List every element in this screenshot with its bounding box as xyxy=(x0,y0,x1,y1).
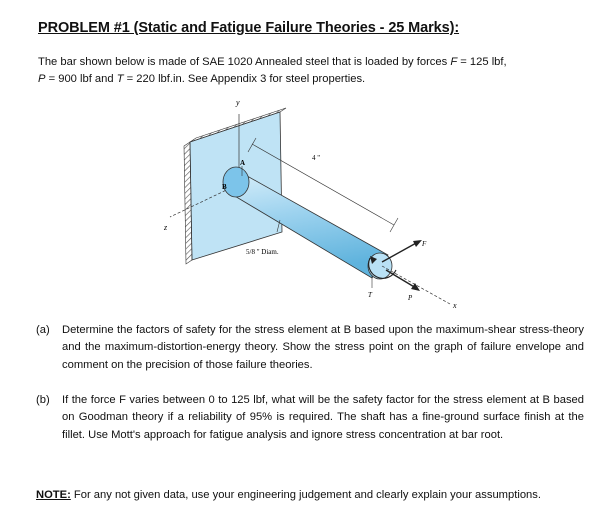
intro-text-2: = 125 lbf, xyxy=(457,56,507,68)
intro-text-3: = 900 lbf and xyxy=(45,73,117,85)
part-b-text: If the force F varies between 0 to 125 lbf, what will be the safety factor for the stress element at B based on Goodman theory if a reliability of 95% is required. The shaft has a fine-ground surface finish at the fillet. Use Mott's approach for fatigue analysis and ignore stress concentration at bar root. xyxy=(62,394,584,441)
part-b-label: (b) xyxy=(36,394,50,406)
note-text: For any not given data, use your engineering judgement and clearly explain your assumptions. xyxy=(70,489,541,501)
force-f-label: F xyxy=(422,240,427,248)
note-label: NOTE: xyxy=(36,489,71,501)
length-label: 4 " xyxy=(312,154,321,162)
part-a-text: Determine the factors of safety for the stress element at B based upon the maximum-shear stress-theory and the maximum-distortion-energy theory. Show the stress point on the graph of failure envelope and comment on the precision of those failure theories. xyxy=(62,324,584,371)
point-a-label: A xyxy=(240,159,246,167)
force-p-arrow xyxy=(386,270,416,288)
part-a-label: (a) xyxy=(36,324,50,336)
intro-text-1: The bar shown below is made of SAE 1020 Annealed steel that is loaded by forces xyxy=(38,56,451,68)
torque-t-label: T xyxy=(368,291,372,299)
point-b-label: B xyxy=(222,183,227,191)
question-part-b xyxy=(36,392,584,444)
x-axis-label: x xyxy=(453,301,457,310)
intro-symbol-t: T xyxy=(116,73,124,85)
bar-figure xyxy=(150,92,480,312)
intro-text-4: = 220 lbf.in. See Appendix 3 for steel properties. xyxy=(123,73,366,85)
question-part-a xyxy=(36,322,584,374)
note xyxy=(36,489,541,501)
y-axis-label: y xyxy=(236,98,240,107)
force-f-arrow xyxy=(382,242,418,262)
problem-statement xyxy=(38,54,588,88)
problem-title: PROBLEM #1 (Static and Fatigue Failure Theories - 25 Marks): xyxy=(38,20,460,36)
diameter-label: 5/8 " Diam. xyxy=(246,248,279,256)
intro-symbol-f: F xyxy=(450,56,458,68)
intro-symbol-p: P xyxy=(38,73,46,85)
force-p-label: P xyxy=(408,294,413,302)
z-axis-label: z xyxy=(164,223,168,232)
